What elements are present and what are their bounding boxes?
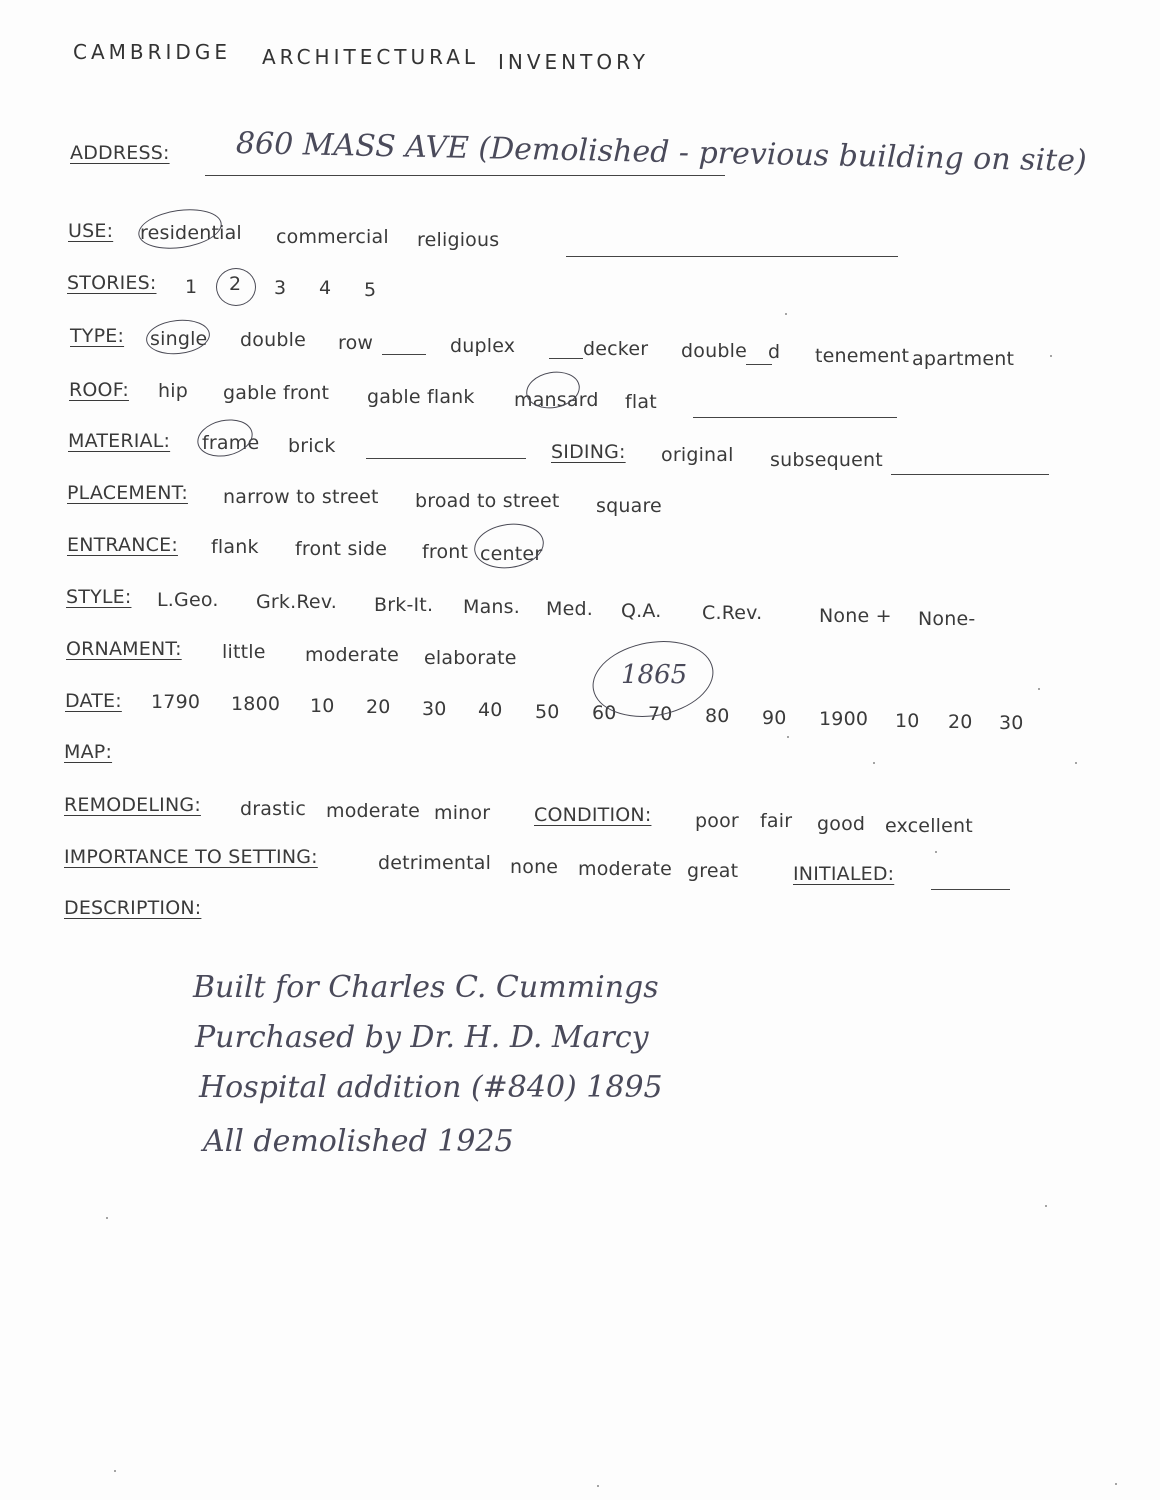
type-option-decker: decker <box>583 338 649 360</box>
importance-option-great: great <box>687 860 739 882</box>
ornament-option-little: little <box>222 641 266 663</box>
scan-speck <box>114 1470 116 1472</box>
placement-option-narrow: narrow to street <box>223 486 379 508</box>
placement-option-square: square <box>596 495 662 517</box>
date-option-1830: 30 <box>422 698 447 720</box>
stories-selection-circle <box>216 268 256 306</box>
style-option-none-plus: None + <box>819 605 892 627</box>
material-other-blank <box>366 458 526 459</box>
scan-speck <box>787 736 789 738</box>
placement-option-broad: broad to street <box>415 490 560 512</box>
condition-label: CONDITION: <box>534 804 652 826</box>
date-option-1930: 30 <box>999 712 1024 734</box>
scan-speck <box>873 762 875 764</box>
importance-option-none: none <box>510 856 559 878</box>
stories-label: STORIES: <box>67 272 157 294</box>
roof-label: ROOF: <box>69 379 129 401</box>
use-option-residential: residential <box>140 222 242 244</box>
roof-option-gable-front: gable front <box>223 382 330 404</box>
scan-speck <box>1038 688 1040 690</box>
style-option-crev: C.Rev. <box>702 602 763 624</box>
condition-option-fair: fair <box>760 810 793 832</box>
use-option-religious: religious <box>417 229 500 251</box>
type-option-d: d <box>768 341 781 363</box>
entrance-option-front-side: front side <box>295 538 388 560</box>
stories-option-3: 3 <box>274 277 287 299</box>
type-row-blank <box>382 354 426 355</box>
address-value: 860 MASS AVE (Demolished - previous building on site) <box>235 126 1087 179</box>
importance-label: IMPORTANCE TO SETTING: <box>64 846 318 868</box>
date-option-1820: 20 <box>366 696 391 718</box>
date-option-1910: 10 <box>895 710 920 732</box>
stories-option-5: 5 <box>364 279 377 301</box>
remodeling-option-minor: minor <box>434 802 491 824</box>
ornament-option-moderate: moderate <box>305 644 400 666</box>
date-option-1870: 70 <box>648 703 673 725</box>
roof-option-hip: hip <box>158 380 188 402</box>
use-label: USE: <box>68 220 114 242</box>
roof-option-gable-flank: gable flank <box>367 386 475 408</box>
ornament-option-elaborate: elaborate <box>424 647 517 669</box>
siding-option-subsequent: subsequent <box>770 449 883 471</box>
type-double-decker-blank <box>746 364 772 365</box>
style-option-med: Med. <box>546 598 593 620</box>
stories-option-1: 1 <box>185 276 198 298</box>
type-option-row: row <box>338 332 374 354</box>
date-label: DATE: <box>65 690 122 712</box>
style-label: STYLE: <box>66 586 132 608</box>
date-option-1880: 80 <box>705 705 730 727</box>
entrance-option-center: center <box>480 543 543 565</box>
type-option-tenement: tenement <box>815 345 910 367</box>
style-option-brkit: Brk-It. <box>374 594 434 616</box>
type-option-double-decker: double <box>681 340 747 362</box>
siding-option-original: original <box>661 444 734 466</box>
siding-label: SIDING: <box>551 441 626 463</box>
style-option-none-minus: None- <box>918 608 976 630</box>
remodeling-label: REMODELING: <box>64 794 201 816</box>
date-option-1890: 90 <box>762 707 787 729</box>
scan-speck <box>106 1217 108 1219</box>
material-option-frame: frame <box>202 432 260 454</box>
use-selection-circle <box>136 204 224 253</box>
use-other-blank <box>566 256 898 257</box>
date-option-1840: 40 <box>478 699 503 721</box>
scan-speck <box>1075 762 1077 764</box>
use-option-commercial: commercial <box>276 226 389 248</box>
condition-option-excellent: excellent <box>885 815 973 837</box>
material-selection-circle <box>194 415 256 462</box>
type-option-double: double <box>240 329 306 351</box>
header-word-architectural: ARCHITECTURAL <box>262 45 480 69</box>
date-option-1810: 10 <box>310 695 335 717</box>
material-label: MATERIAL: <box>68 430 171 452</box>
importance-option-moderate: moderate <box>578 858 673 880</box>
condition-option-poor: poor <box>695 810 739 832</box>
importance-option-detrimental: detrimental <box>378 852 492 874</box>
siding-other-blank <box>891 474 1049 475</box>
description-line-1: Built for Charles C. Cummings <box>193 970 659 1005</box>
style-option-grkrev: Grk.Rev. <box>256 591 338 613</box>
description-line-2: Purchased by Dr. H. D. Marcy <box>195 1020 649 1055</box>
remodeling-option-drastic: drastic <box>240 798 306 820</box>
roof-option-mansard: mansard <box>514 389 599 411</box>
map-label: MAP: <box>64 741 113 763</box>
style-option-qa: Q.A. <box>621 600 662 622</box>
placement-label: PLACEMENT: <box>67 482 188 504</box>
header-word-inventory: INVENTORY <box>498 50 649 74</box>
material-option-brick: brick <box>288 435 336 457</box>
type-selection-circle <box>144 317 211 358</box>
date-handwritten-year: 1865 <box>621 660 688 690</box>
type-option-duplex: duplex <box>450 335 516 357</box>
date-option-1920: 20 <box>948 711 973 733</box>
scan-speck <box>1045 1205 1047 1207</box>
roof-option-flat: flat <box>625 391 657 413</box>
header-word-cambridge: CAMBRIDGE <box>73 40 231 64</box>
date-option-1850: 50 <box>535 701 560 723</box>
entrance-option-front: front <box>422 541 469 563</box>
date-option-1900: 1900 <box>819 708 869 730</box>
condition-option-good: good <box>817 813 866 835</box>
type-decker-blank <box>549 358 583 359</box>
scan-speck <box>597 1485 599 1487</box>
address-label: ADDRESS: <box>70 142 170 164</box>
style-option-mans: Mans. <box>463 596 521 618</box>
type-option-apartment: apartment <box>912 348 1015 370</box>
ornament-label: ORNAMENT: <box>66 638 182 660</box>
description-line-3: Hospital addition (#840) 1895 <box>199 1070 663 1105</box>
initialed-label: INITIALED: <box>793 863 895 885</box>
scan-speck <box>935 851 937 853</box>
initialed-blank <box>931 889 1010 890</box>
stories-option-4: 4 <box>319 277 332 299</box>
type-option-single: single <box>150 328 208 350</box>
roof-other-blank <box>693 417 897 418</box>
stories-option-2: 2 <box>229 273 242 295</box>
description-label: DESCRIPTION: <box>64 897 202 919</box>
scan-speck <box>1115 1483 1117 1485</box>
description-line-4: All demolished 1925 <box>203 1124 514 1159</box>
remodeling-option-moderate: moderate <box>326 800 421 822</box>
date-option-1800: 1800 <box>231 693 281 715</box>
date-option-1790: 1790 <box>151 691 201 713</box>
type-label: TYPE: <box>70 325 125 347</box>
entrance-option-flank: flank <box>211 536 259 558</box>
scan-speck <box>785 313 787 315</box>
entrance-label: ENTRANCE: <box>67 534 178 556</box>
address-underline <box>205 175 725 176</box>
date-option-1860: 60 <box>592 702 617 724</box>
style-option-lgeo: L.Geo. <box>157 589 219 611</box>
scan-speck <box>1050 355 1052 357</box>
